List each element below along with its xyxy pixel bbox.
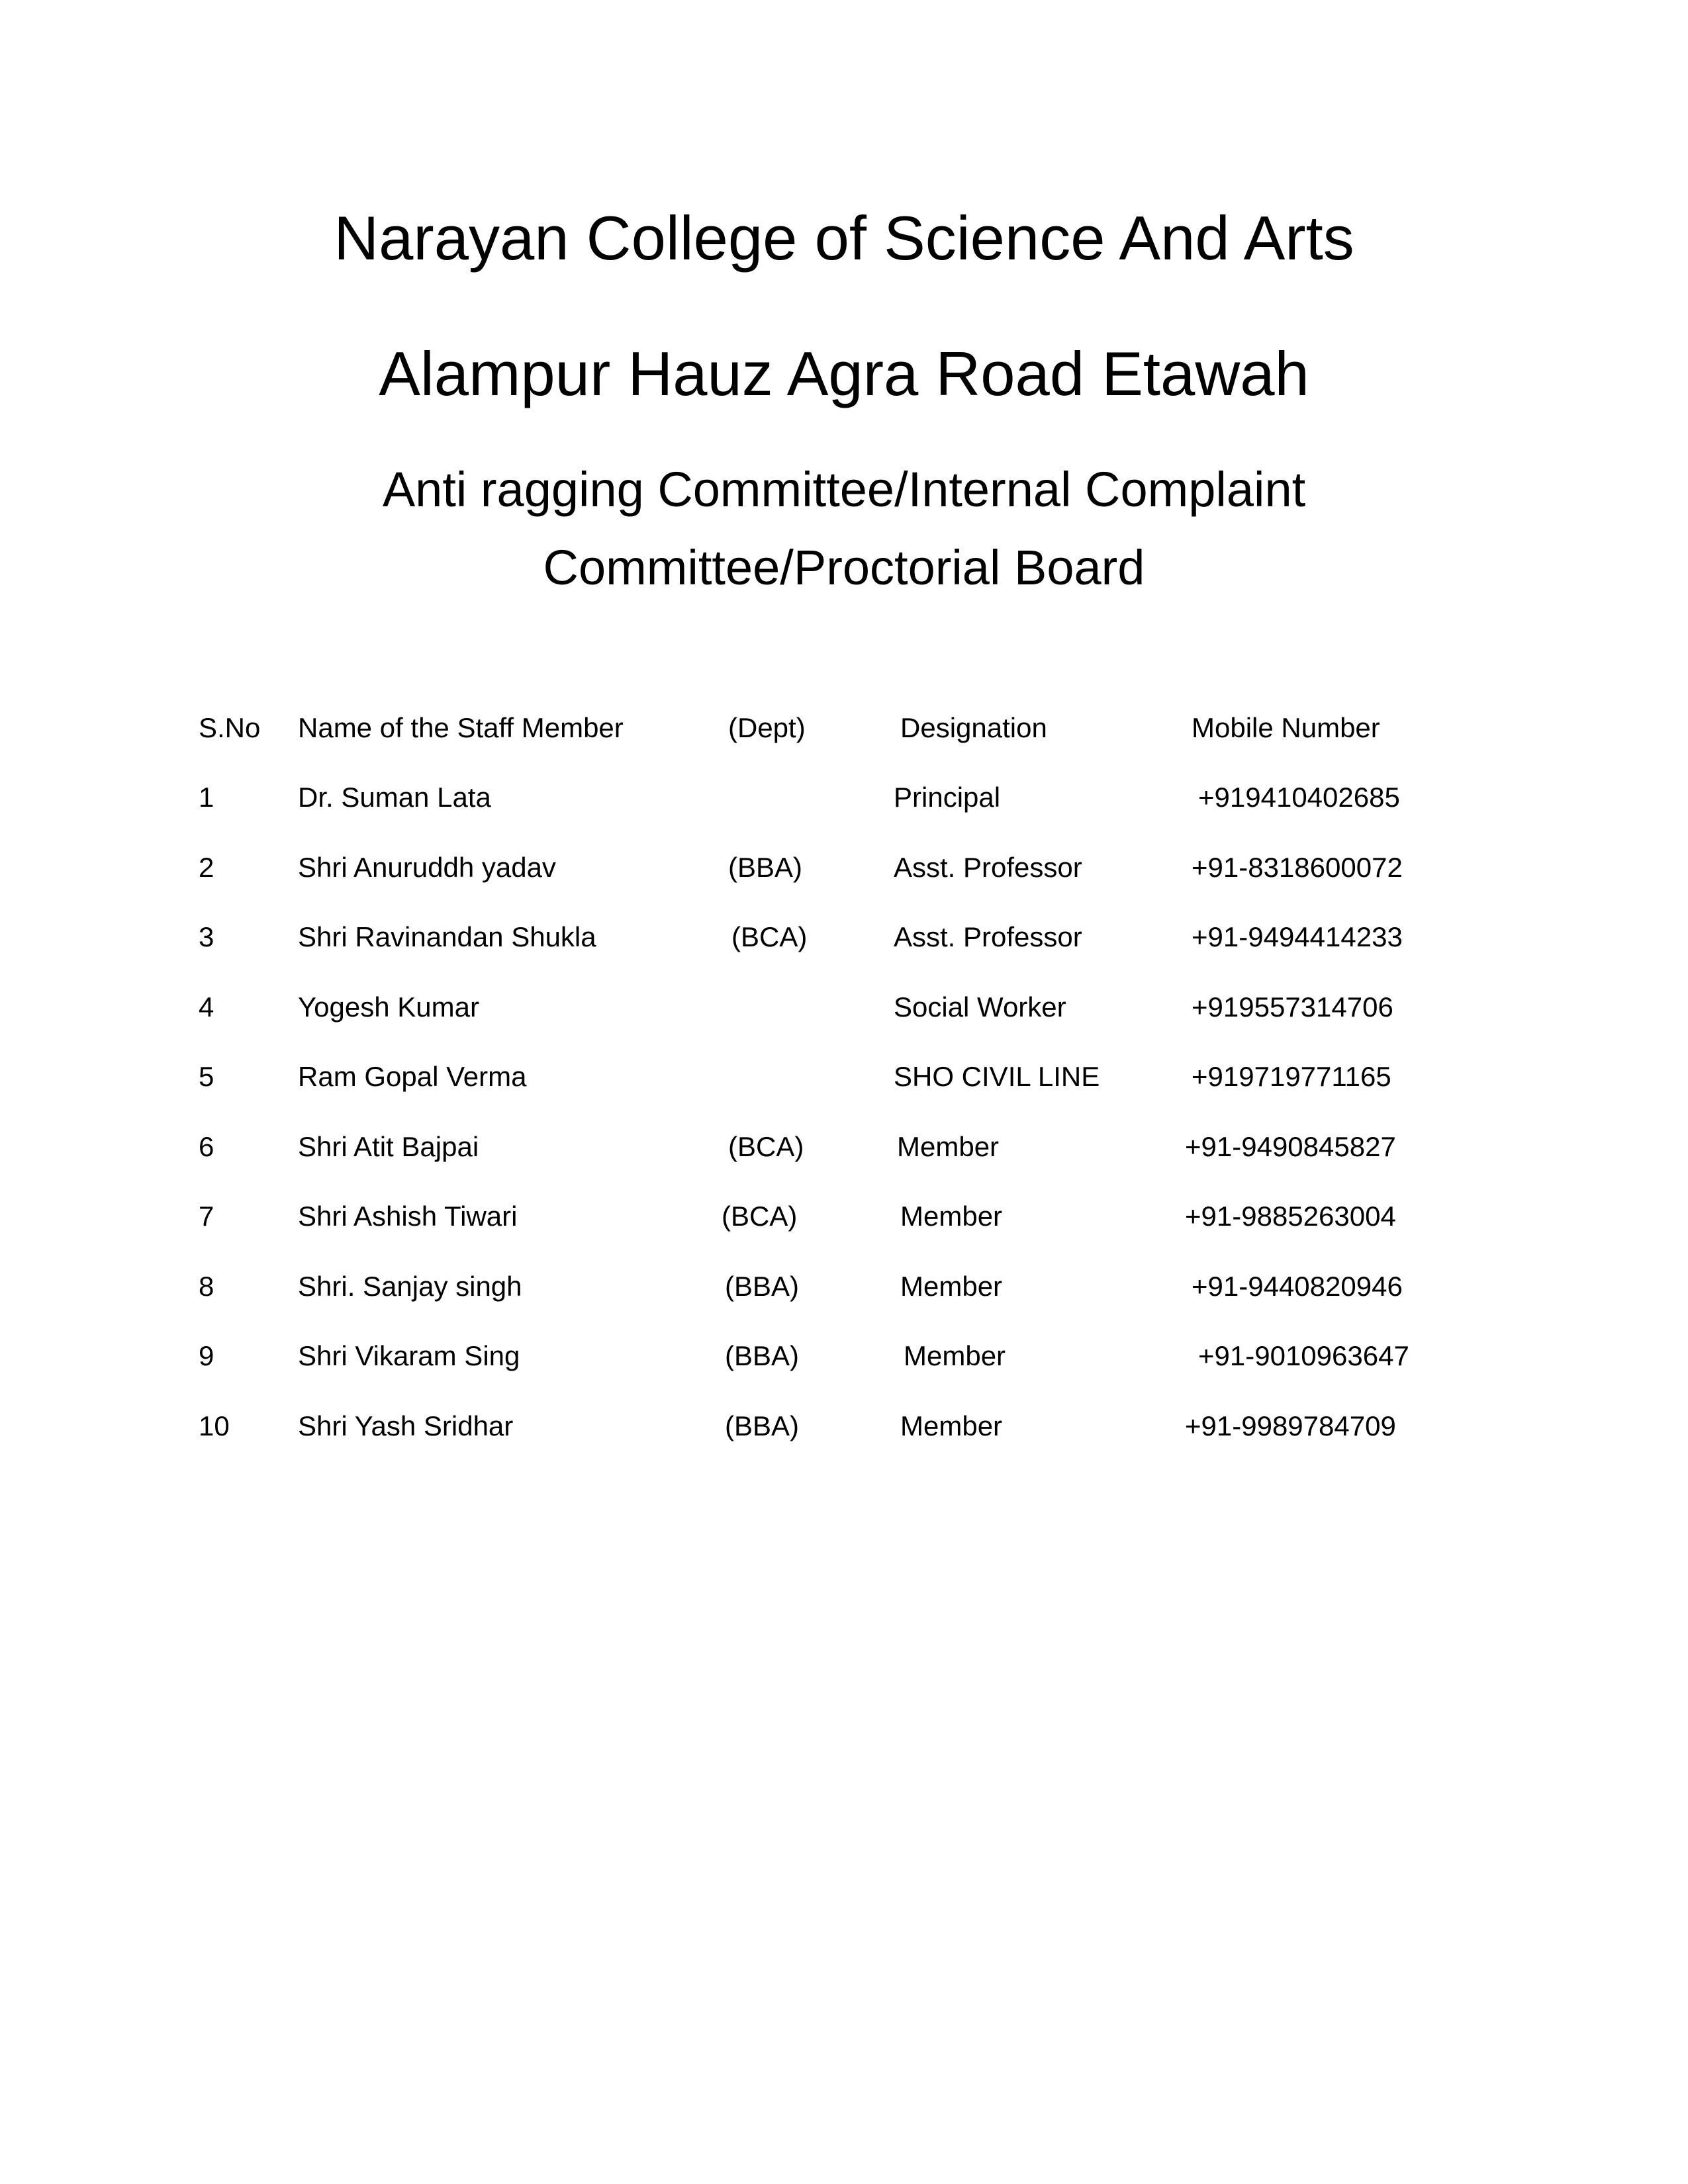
row-mobile: +919719771165 [1192,1061,1391,1092]
row-mobile: +91-9989784709 [1185,1410,1396,1441]
row-dept: (BCA) [728,1131,804,1162]
row-designation: Social Worker [894,991,1066,1023]
row-designation: SHO CIVIL LINE [894,1061,1100,1092]
row-name: Shri Ravinandan Shukla [298,921,596,952]
row-name: Shri Anuruddh yadav [298,852,556,883]
committee-title-line-1: Anti ragging Committee/Internal Complaint [382,462,1306,517]
row-mobile: +91-9440820946 [1192,1271,1403,1302]
row-designation: Member [897,1131,1000,1162]
row-dept: (BCA) [731,921,808,952]
row-sno: 2 [199,852,214,883]
row-mobile: +919410402685 [1198,782,1400,813]
college-name: Narayan College of Science And Arts [334,203,1354,273]
row-name: Shri Ashish Tiwari [298,1201,518,1232]
row-sno: 3 [199,921,214,952]
row-designation: Principal [894,782,1001,813]
row-sno: 6 [199,1131,214,1162]
row-dept: (BBA) [728,852,803,883]
row-dept: (BBA) [725,1271,800,1302]
row-sno: 4 [199,991,214,1023]
header-mobile: Mobile Number [1192,712,1380,743]
row-mobile: +91-9010963647 [1198,1340,1409,1371]
row-name: Dr. Suman Lata [298,782,491,813]
row-sno: 5 [199,1061,214,1092]
row-designation: Asst. Professor [894,852,1082,883]
header-name: Name of the Staff Member [298,712,624,743]
row-dept: (BCA) [722,1201,798,1232]
row-name: Ram Gopal Verma [298,1061,527,1092]
college-address: Alampur Hauz Agra Road Etawah [379,339,1309,408]
header-dept: (Dept) [728,712,806,743]
row-name: Shri Yash Sridhar [298,1410,514,1441]
row-name: Yogesh Kumar [298,991,479,1023]
row-sno: 9 [199,1340,214,1371]
row-sno: 8 [199,1271,214,1302]
row-dept: (BBA) [725,1410,800,1441]
committee-title-line-2: Committee/Proctorial Board [543,540,1145,595]
row-designation: Member [900,1271,1003,1302]
row-name: Shri Vikaram Sing [298,1340,520,1371]
row-sno: 10 [199,1410,230,1441]
row-name: Shri. Sanjay singh [298,1271,522,1302]
header-designation: Designation [900,712,1047,743]
row-designation: Asst. Professor [894,921,1082,952]
row-dept: (BBA) [725,1340,800,1371]
row-designation: Member [900,1201,1003,1232]
row-mobile: +91-9885263004 [1185,1201,1396,1232]
row-sno: 7 [199,1201,214,1232]
row-mobile: +919557314706 [1192,991,1393,1023]
row-designation: Member [904,1340,1006,1371]
row-mobile: +91-9494414233 [1192,921,1403,952]
row-mobile: +91-8318600072 [1192,852,1403,883]
row-mobile: +91-9490845827 [1185,1131,1396,1162]
row-name: Shri Atit Bajpai [298,1131,479,1162]
row-designation: Member [900,1410,1003,1441]
row-sno: 1 [199,782,214,813]
header-sno: S.No [199,712,261,743]
